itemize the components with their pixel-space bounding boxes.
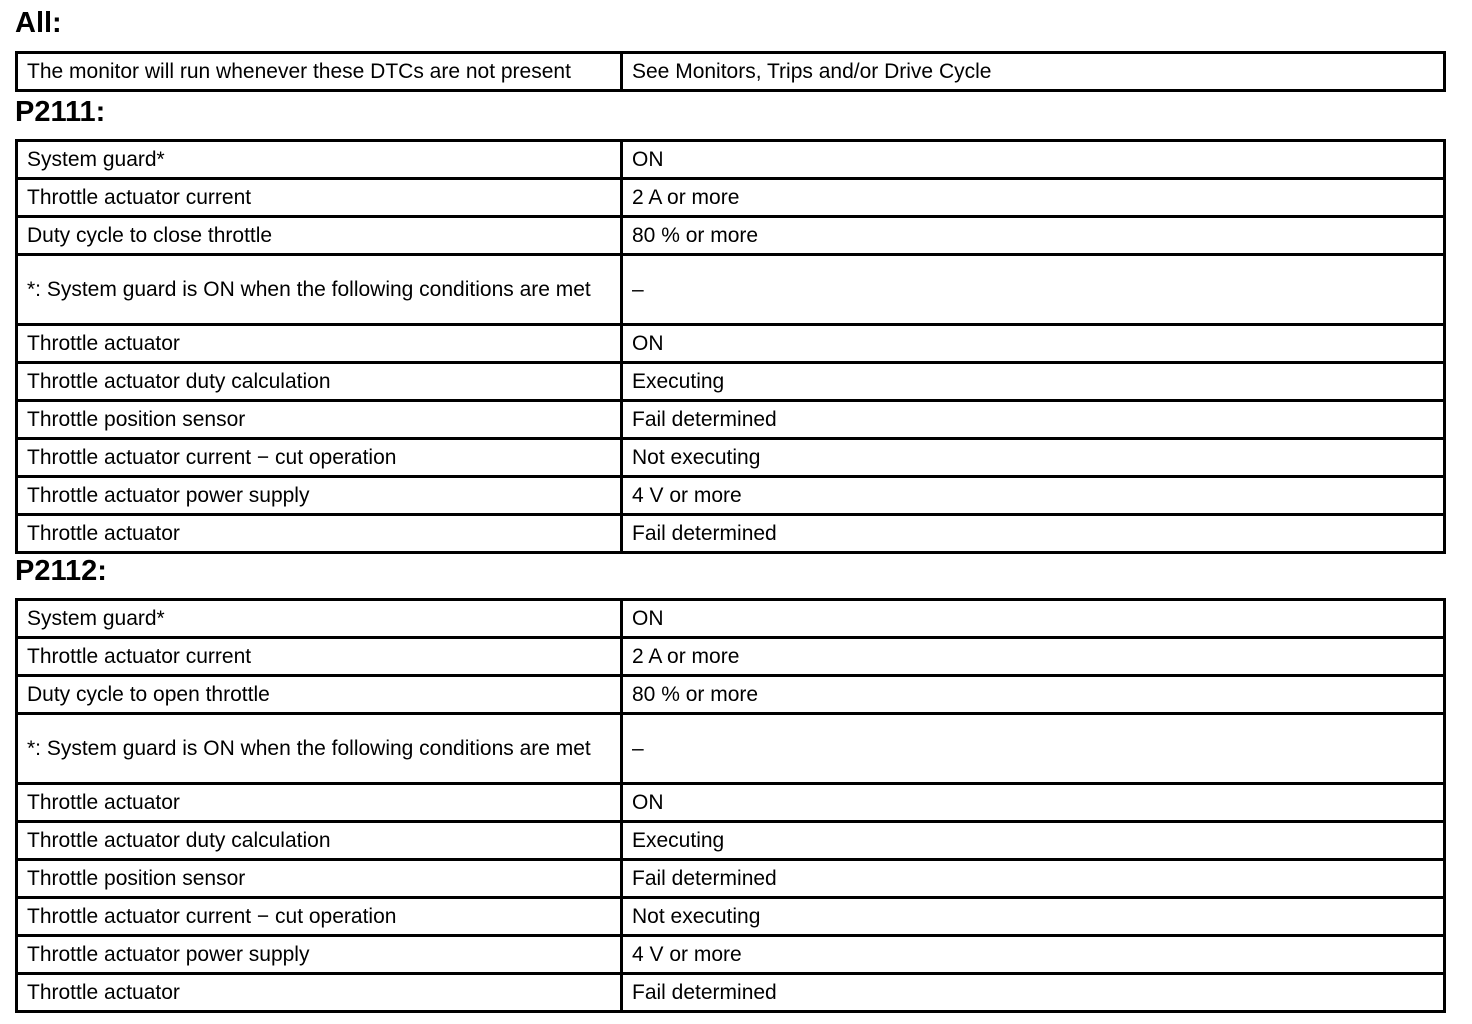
condition-label: The monitor will run whenever these DTCs are not present [17, 53, 622, 91]
condition-value: ON [622, 600, 1445, 638]
conditions-table-p2112 [15, 598, 1446, 1013]
table-row [17, 898, 1445, 936]
condition-value: 4 V or more [622, 477, 1445, 515]
condition-value: Fail determined [622, 401, 1445, 439]
table-row [17, 179, 1445, 217]
condition-label: Throttle position sensor [17, 860, 622, 898]
table-row [17, 638, 1445, 676]
condition-value: Executing [622, 363, 1445, 401]
condition-value: Not executing [622, 439, 1445, 477]
table-row [17, 325, 1445, 363]
section-heading-p2112: P2112: [15, 555, 107, 587]
condition-label: *: System guard is ON when the following conditions are met [17, 255, 622, 325]
condition-value: 4 V or more [622, 936, 1445, 974]
condition-value: Executing [622, 822, 1445, 860]
condition-label: Throttle actuator duty calculation [17, 363, 622, 401]
table-row [17, 822, 1445, 860]
condition-label: Throttle actuator power supply [17, 936, 622, 974]
table-row [17, 784, 1445, 822]
condition-value: 80 % or more [622, 217, 1445, 255]
condition-value: Fail determined [622, 515, 1445, 553]
table-row [17, 363, 1445, 401]
table-row [17, 600, 1445, 638]
table-row [17, 714, 1445, 784]
section-heading-p2111: P2111: [15, 96, 106, 128]
table-row [17, 515, 1445, 553]
condition-label: System guard* [17, 141, 622, 179]
condition-value: Not executing [622, 898, 1445, 936]
condition-value: ON [622, 325, 1445, 363]
condition-label: Throttle actuator current − cut operation [17, 439, 622, 477]
conditions-table-p2111 [15, 139, 1446, 554]
table-row [17, 255, 1445, 325]
table-row [17, 477, 1445, 515]
condition-value: 2 A or more [622, 179, 1445, 217]
table-row [17, 141, 1445, 179]
table-row [17, 401, 1445, 439]
condition-label: Duty cycle to close throttle [17, 217, 622, 255]
condition-value: ON [622, 784, 1445, 822]
table-row [17, 676, 1445, 714]
condition-value: Fail determined [622, 860, 1445, 898]
condition-value: – [622, 255, 1445, 325]
condition-value: 80 % or more [622, 676, 1445, 714]
table-row [17, 439, 1445, 477]
condition-label: Throttle actuator duty calculation [17, 822, 622, 860]
condition-value: ON [622, 141, 1445, 179]
condition-label: Throttle actuator [17, 784, 622, 822]
condition-label: Throttle actuator current − cut operation [17, 898, 622, 936]
condition-label: Throttle actuator [17, 325, 622, 363]
condition-value: Fail determined [622, 974, 1445, 1012]
table-row [17, 936, 1445, 974]
table-row [17, 53, 1445, 91]
condition-label: Throttle actuator [17, 515, 622, 553]
conditions-table-all [15, 51, 1446, 92]
condition-label: Throttle actuator current [17, 638, 622, 676]
section-heading-all: All: [15, 7, 62, 39]
condition-value: 2 A or more [622, 638, 1445, 676]
condition-label: Duty cycle to open throttle [17, 676, 622, 714]
condition-label: Throttle actuator power supply [17, 477, 622, 515]
condition-value: – [622, 714, 1445, 784]
table-row [17, 860, 1445, 898]
condition-label: *: System guard is ON when the following conditions are met [17, 714, 622, 784]
condition-label: Throttle position sensor [17, 401, 622, 439]
condition-label: Throttle actuator [17, 974, 622, 1012]
condition-label: Throttle actuator current [17, 179, 622, 217]
table-row [17, 974, 1445, 1012]
condition-value: See Monitors, Trips and/or Drive Cycle [622, 53, 1445, 91]
condition-label: System guard* [17, 600, 622, 638]
table-row [17, 217, 1445, 255]
